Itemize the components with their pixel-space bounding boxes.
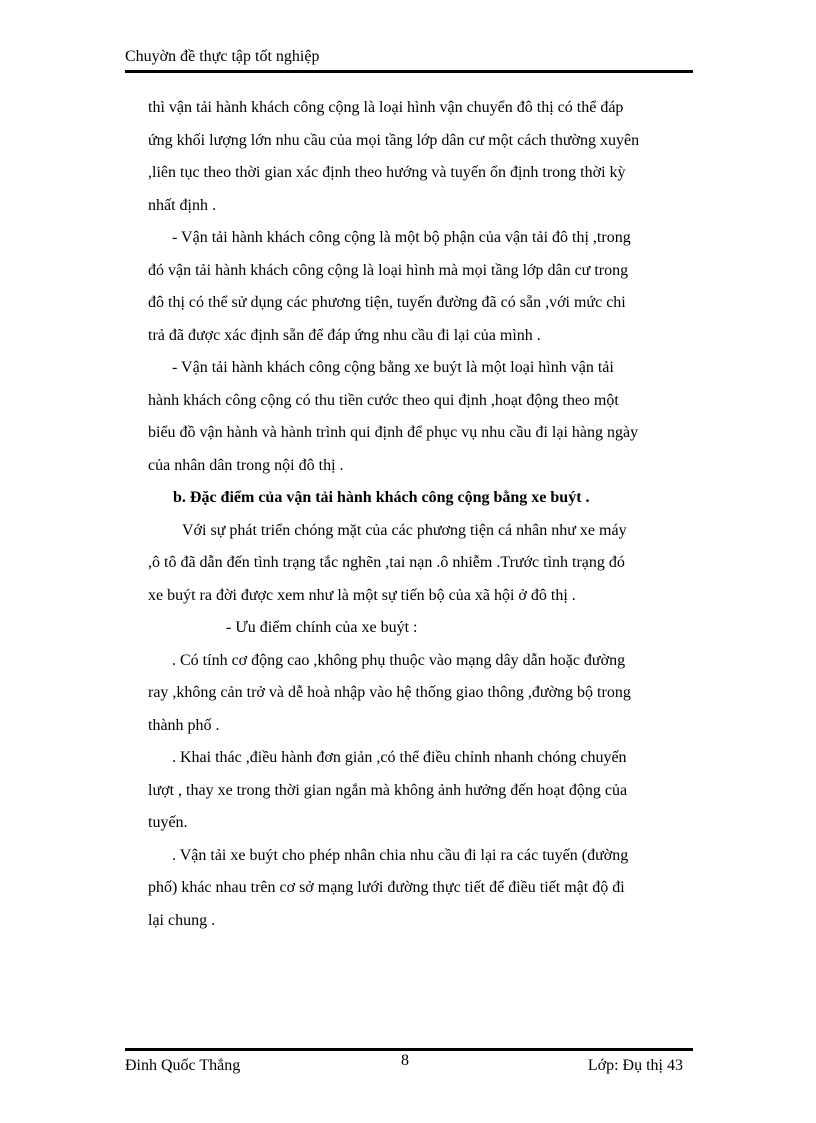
body-line: lại chung . [148, 911, 216, 929]
footer-author: Đinh Quốc Thắng [125, 1057, 241, 1074]
document-body [148, 92, 693, 937]
body-line: đó vận tải hành khách công cộng là loại hình mà mọi tầng lớp dân cư trong [148, 261, 629, 279]
body-line: ,ô tô đã dẫn đến tình trạng tắc nghẽn ,tai nạn .ô nhiễm .Trước tình trạng đó [148, 554, 625, 571]
body-line: biểu đồ vận hành và hành trình qui định để phục vụ nhu cầu đi lại hàng ngày [148, 424, 639, 441]
body-line: . Có tính cơ động cao ,không phụ thuộc vào mạng dây dẫn hoặc đường [172, 651, 626, 669]
footer-class: Lớp: Đụ thị 43 [587, 1057, 683, 1074]
body-line: nhất định . [148, 196, 216, 214]
page-header [125, 47, 693, 67]
body-line: . Vận tải xe buýt cho phép nhân chia nhu cầu đi lại ra các tuyến (đường [172, 846, 629, 864]
body-line: thì vận tải hành khách công cộng là loại hình vận chuyển đô thị có thể đáp [148, 99, 624, 116]
body-line: ,liên tục theo thời gian xác định theo hướng và tuyến ổn định trong thời kỳ [148, 164, 626, 181]
body-line: tuyến. [148, 814, 188, 831]
body-line: trả đã được xác định sẵn để đáp ứng nhu cầu đi lại của mình . [148, 326, 541, 344]
header-title: Chuyờn đề thực tập tốt nghiệp [125, 48, 320, 65]
body-line: của nhân dân trong nội đô thị . [148, 456, 344, 474]
body-line: . Khai thác ,điều hành đơn giản ,có thể điều chỉnh nhanh chóng chuyến [172, 749, 627, 766]
body-line: - Vận tải hành khách công cộng là một bộ phận của vận tải đô thị ,trong [172, 229, 631, 246]
body-line: ray ,không cản trở và dễ hoà nhập vào hệ thống giao thông ,đường bộ trong [148, 684, 631, 701]
body-line: - Ưu điểm chính của xe buýt : [226, 619, 418, 636]
body-line: - Vận tải hành khách công cộng bằng xe buýt là một loại hình vận tải [172, 359, 614, 376]
body-line: lượt , thay xe trong thời gian ngắn mà không ảnh hưởng đến hoạt động của [148, 781, 628, 799]
header-rule [125, 70, 693, 73]
footer-rule [125, 1048, 693, 1051]
body-line: phố) khác nhau trên cơ sở mạng lưới đường thực tiết để điều tiết mật độ đi [148, 879, 625, 896]
page-number: 8 [401, 1052, 409, 1069]
body-line: hành khách công cộng có thu tiền cước theo qui định ,hoạt động theo một [148, 391, 619, 409]
body-line: xe buýt ra đời được xem như là một sự tiến bộ của xã hội ở đô thị . [148, 586, 576, 604]
section-heading: b. Đặc điểm của vận tải hành khách công cộng bằng xe buýt . [173, 489, 590, 506]
body-line: ứng khối lượng lớn nhu cầu của mọi tầng lớp dân cư một cách thường xuyên [148, 131, 640, 149]
body-line: đô thị có thể sử dụng các phương tiện, tuyến đường đã có sẵn ,với mức chi [148, 294, 626, 311]
body-line: Với sự phát triển chóng mặt của các phương tiện cá nhân như xe máy [182, 521, 627, 539]
body-line: thành phố . [148, 716, 220, 734]
